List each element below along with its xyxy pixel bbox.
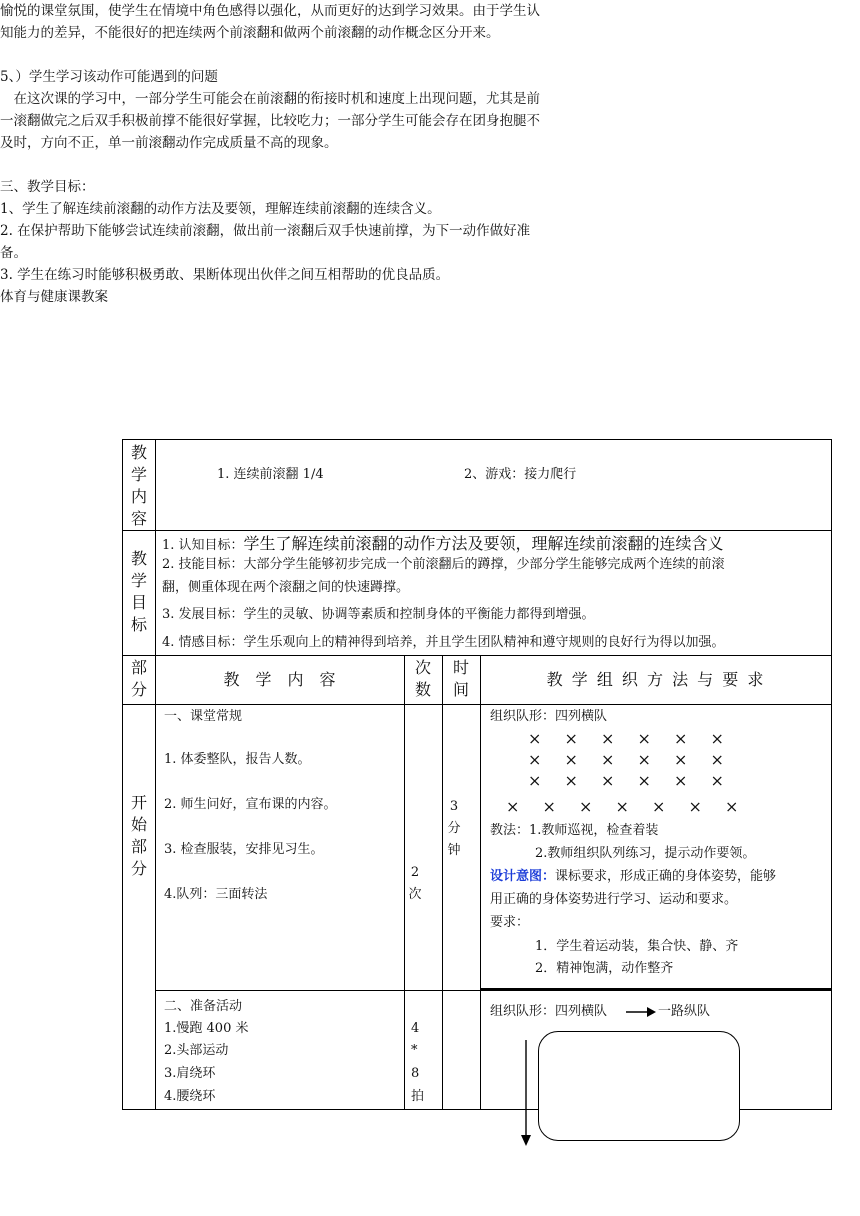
- start-item: 1. 体委整队，报告人数。: [164, 752, 311, 767]
- formation-row: × × × × × × ×: [506, 797, 748, 816]
- start-item: 2. 师生问好，宣布课的内容。: [164, 797, 337, 812]
- method-1: 教法：1.教师巡视，检查着装: [490, 823, 659, 838]
- goal-2-line: 翻，侧重体现在两个滚翻之间的快速蹲撑。: [162, 580, 410, 595]
- warmup-formation-to: 一路纵队: [658, 1004, 711, 1019]
- goals-title: 三、教学目标：: [0, 179, 95, 195]
- intro-paragraph-2: [0, 88, 606, 154]
- goal-line: 备。: [0, 245, 27, 261]
- col-divider: [404, 655, 405, 1110]
- method-2: 2.教师组织队列练习，提示动作要领。: [535, 846, 756, 861]
- col-divider: [155, 439, 156, 1110]
- formation-row: × × × × × ×: [528, 729, 733, 748]
- col-divider: [442, 655, 443, 1110]
- warmup-item: 二、准备活动: [164, 999, 243, 1014]
- header-count: 次数: [414, 658, 431, 699]
- text-line: 在这次课的学习中，一部分学生可能会在前滚翻的衔接时机和速度上出现问题，尤其是前: [0, 91, 540, 107]
- content-label: 教学内容: [130, 443, 147, 528]
- header-method: 教 学 组 织 方 法 与 要 求: [546, 670, 766, 689]
- warmup-count: 拍: [411, 1089, 425, 1104]
- content-item-2: 2、游戏：接力爬行: [464, 467, 577, 482]
- text-line: 愉悦的课堂氛围，使学生在情境中角色感得以强化，从而更好的达到学习效果。由于学生认: [0, 3, 540, 19]
- text-line: 一滚翻做完之后双手积极前撑不能很好掌握，比较吃力；一部分学生可能会存在团身抱腿不: [0, 113, 540, 129]
- design-text-2: 用正确的身体姿势进行学习、运动和要求。: [490, 892, 738, 907]
- warmup-count: 4: [411, 1021, 420, 1036]
- text-line: 知能力的差异，不能很好的把连续两个前滚翻和做两个前滚翻的动作概念区分开来。: [0, 25, 500, 41]
- req-2: 2．精神饱满，动作整齐: [535, 961, 674, 976]
- header-time: 时间: [452, 658, 469, 699]
- goal-1-text: 学生了解连续前滚翻的动作方法及要领，理解连续前滚翻的连续含义: [243, 534, 724, 553]
- right-arrow-icon: [626, 1006, 656, 1018]
- goal-4: 4. 情感目标：学生乐观向上的精神得到培养，并且学生团队精神和遵守规则的良好行为得以加强。: [162, 635, 725, 650]
- formation-row: × × × × × ×: [528, 750, 733, 769]
- formation-row: × × × × × ×: [528, 771, 733, 790]
- warmup-formation-from: 组织队形：四列横队: [490, 1004, 608, 1019]
- intro-text: [0, 0, 606, 308]
- warmup-item: 3.肩绕环: [164, 1066, 216, 1081]
- req-title: 要求：: [490, 915, 530, 930]
- goal-label: 教学目标: [130, 549, 147, 634]
- intro-paragraph-1: [0, 0, 606, 44]
- col-divider: [480, 655, 481, 1110]
- warmup-item: 4.腰绕环: [164, 1089, 216, 1104]
- plan-title: 体育与健康课教案: [0, 289, 108, 305]
- goal-line: 3. 学生在练习时能够积极勇敢、果断体现出伙伴之间互相帮助的优良品质。: [0, 267, 450, 283]
- start-item: 3. 检查服装，安排见习生。: [164, 842, 324, 857]
- row-divider: [155, 990, 832, 991]
- formation-title: 组织队形：四列横队: [490, 709, 608, 724]
- req-1: 1．学生着运动装，集合快、静、齐: [535, 939, 739, 954]
- goal-2-line: 2. 技能目标：大部分学生能够初步完成一个前滚翻后的蹲撑，少部分学生能够完成两个连续的前滚: [162, 557, 725, 572]
- design-label: 设计意图：: [490, 869, 556, 884]
- down-arrow-icon: [520, 1040, 532, 1146]
- goal-1-prefix: 1. 认知目标：: [162, 538, 244, 553]
- warmup-count: *: [411, 1043, 418, 1058]
- goal-3: 3. 发展目标：学生的灵敏、协调等素质和控制身体的平衡能力都得到增强。: [162, 607, 595, 622]
- start-count: 2次: [408, 865, 422, 902]
- header-part: 部分: [130, 658, 147, 699]
- formation-diagram-box: [538, 1031, 740, 1141]
- start-time: 3分钟: [447, 799, 461, 858]
- design-text: 课标要求，形成正确的身体姿势，能够: [555, 869, 777, 884]
- text-line: 及时，方向不正，单一前滚翻动作完成质量不高的现象。: [0, 135, 338, 151]
- warmup-item: 2.头部运动: [164, 1043, 229, 1058]
- warmup-item: 1.慢跑 400 米: [164, 1021, 249, 1036]
- goal-line: 2. 在保护帮助下能够尝试连续前滚翻，做出前一滚翻后双手快速前撑，为下一动作做好准: [0, 223, 531, 239]
- design-intent: [490, 866, 776, 889]
- start-item: 4.队列：三面转法: [164, 887, 268, 902]
- section5-title: 5、）学生学习该动作可能遇到的问题: [0, 69, 218, 85]
- row-divider: [122, 530, 832, 531]
- warmup-count: 8: [411, 1066, 420, 1081]
- start-part-label: 开始部分: [130, 793, 147, 878]
- row-divider-thick: [480, 988, 832, 990]
- goal-line: 1、学生了解连续前滚翻的动作方法及要领，理解连续前滚翻的连续含义。: [0, 201, 441, 217]
- content-item-1: 1. 连续前滚翻 1/4: [217, 467, 324, 482]
- row-divider: [122, 704, 832, 705]
- start-item: 一、课堂常规: [164, 709, 243, 724]
- row-divider: [122, 655, 832, 656]
- header-content: 教 学 内 容: [223, 670, 336, 689]
